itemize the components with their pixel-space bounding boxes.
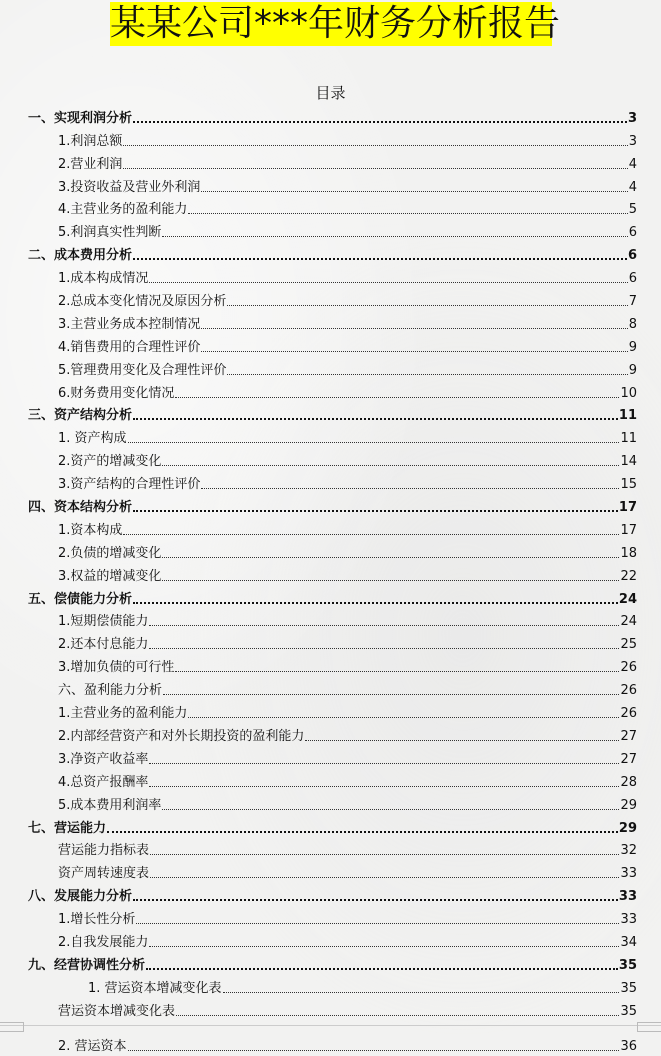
toc-entry[interactable] [0, 1032, 661, 1055]
toc-entry[interactable] [0, 196, 661, 219]
toc-entry-label: 1.主营业务的盈利能力 [58, 706, 188, 722]
toc-entry-label: 营运资本增减变化表 [58, 1003, 176, 1019]
toc-leader-dots [128, 442, 620, 443]
toc-heading: 目录 [315, 84, 346, 102]
toc-page-number: 28 [620, 774, 637, 790]
toc-page-number: 24 [618, 591, 637, 607]
toc-page-number: 29 [620, 797, 637, 813]
toc-entry[interactable] [0, 218, 661, 241]
toc-entry[interactable] [0, 837, 661, 860]
toc-leader-dots [188, 717, 619, 718]
toc-page-number: 7 [628, 294, 637, 310]
toc-page-number: 4 [628, 179, 637, 195]
toc-entry[interactable] [0, 608, 661, 631]
toc-entry[interactable] [0, 974, 661, 997]
toc-page-number: 27 [620, 751, 637, 767]
toc-entry-label: 1.利润总额 [58, 133, 123, 149]
toc-leader-dots [150, 877, 619, 878]
table-of-contents [0, 104, 661, 1055]
toc-entry[interactable] [0, 516, 661, 539]
toc-entry-label: 2.内部经营资产和对外长期投资的盈利能力 [58, 728, 305, 744]
toc-entry-label: 3.净资产收益率 [58, 751, 149, 767]
toc-entry[interactable] [0, 905, 661, 928]
toc-entry-label: 八、发展能力分析 [28, 889, 133, 905]
toc-page-number: 27 [620, 728, 637, 744]
toc-page-number: 14 [620, 454, 637, 470]
toc-entry-label: 1.短期偿债能力 [58, 614, 149, 630]
toc-entry[interactable] [0, 745, 661, 768]
toc-entry[interactable] [0, 699, 661, 722]
toc-entry-label: 1. 资产构成 [58, 431, 127, 447]
toc-page-number: 35 [618, 957, 637, 973]
toc-entry[interactable] [0, 791, 661, 814]
toc-entry[interactable] [0, 356, 661, 379]
toc-leader-dots [188, 213, 627, 214]
toc-leader-dots [162, 557, 619, 558]
toc-entry-label: 3.资产结构的合理性评价 [58, 477, 201, 493]
toc-entry[interactable] [0, 241, 661, 264]
toc-page-number: 35 [620, 1003, 637, 1019]
toc-entry-label: 七、营运能力 [28, 820, 107, 836]
toc-entry[interactable] [0, 814, 661, 837]
toc-entry[interactable] [0, 539, 661, 562]
document-title: 某某公司***年财务分析报告 [110, 3, 561, 44]
toc-entry[interactable] [0, 676, 661, 699]
toc-entry-label: 九、经营协调性分析 [28, 957, 146, 973]
toc-entry[interactable] [0, 150, 661, 173]
toc-entry[interactable] [0, 653, 661, 676]
toc-leader-dots [133, 602, 618, 604]
toc-page-number: 32 [620, 843, 637, 859]
toc-entry[interactable] [0, 424, 661, 447]
toc-page-number: 9 [628, 362, 637, 378]
toc-entry[interactable] [0, 447, 661, 470]
toc-page-number: 24 [620, 614, 637, 630]
toc-page-number: 15 [620, 477, 637, 493]
toc-leader-dots [201, 328, 627, 329]
toc-page-number: 35 [620, 980, 637, 996]
toc-entry-label: 2.自我发展能力 [58, 934, 149, 950]
toc-page-number: 6 [627, 248, 637, 264]
toc-page-number: 25 [620, 637, 637, 653]
toc-leader-dots [133, 418, 618, 420]
toc-leader-dots [133, 121, 627, 123]
toc-entry[interactable] [0, 951, 661, 974]
toc-entry[interactable] [0, 470, 661, 493]
toc-entry-label: 六、盈利能力分析 [58, 683, 163, 699]
toc-leader-dots [149, 282, 627, 283]
toc-entry-label: 6.财务费用变化情况 [58, 385, 175, 401]
toc-entry-label: 1. 营运资本增减变化表 [88, 980, 222, 996]
toc-entry-label: 1.成本构成情况 [58, 271, 149, 287]
toc-entry-label: 五、偿债能力分析 [28, 591, 133, 607]
toc-page-number: 26 [620, 683, 637, 699]
toc-leader-dots [227, 305, 627, 306]
toc-entry-label: 2.还本付息能力 [58, 637, 149, 653]
toc-leader-dots [149, 625, 619, 626]
toc-page-number: 33 [618, 889, 637, 905]
toc-leader-dots [136, 923, 619, 924]
toc-page-number: 34 [620, 934, 637, 950]
toc-page-number: 22 [620, 568, 637, 584]
toc-leader-dots [107, 831, 618, 833]
toc-entry-label: 一、实现利润分析 [28, 110, 133, 126]
toc-page-number: 29 [618, 820, 637, 836]
toc-entry[interactable] [0, 859, 661, 882]
toc-page-number: 8 [628, 316, 637, 332]
toc-leader-dots [149, 648, 619, 649]
toc-page-number: 4 [628, 156, 637, 172]
toc-page-number: 11 [620, 431, 637, 447]
toc-entry-label: 三、资产结构分析 [28, 408, 133, 424]
toc-leader-dots [149, 786, 619, 787]
toc-entry-label: 2.总成本变化情况及原因分析 [58, 294, 227, 310]
toc-leader-dots [162, 236, 627, 237]
toc-page-number: 9 [628, 339, 637, 355]
toc-entry-label: 资产周转速度表 [58, 866, 150, 882]
toc-entry-label: 四、资本结构分析 [28, 500, 133, 516]
toc-leader-dots [133, 899, 618, 901]
toc-entry[interactable] [0, 402, 661, 425]
toc-leader-dots [201, 488, 619, 489]
toc-leader-dots [162, 580, 619, 581]
toc-entry[interactable] [0, 104, 661, 127]
toc-leader-dots [201, 191, 627, 192]
toc-entry[interactable] [0, 173, 661, 196]
toc-entry-label: 4.主营业务的盈利能力 [58, 202, 188, 218]
toc-entry-label: 5.利润真实性判断 [58, 225, 162, 241]
toc-leader-dots [123, 145, 627, 146]
toc-entry[interactable] [0, 928, 661, 951]
toc-page-number: 6 [628, 225, 637, 241]
toc-page-number: 26 [620, 706, 637, 722]
toc-page-number: 3 [627, 110, 637, 126]
toc-entry-label: 5.管理费用变化及合理性评价 [58, 362, 227, 378]
toc-leader-dots [175, 671, 619, 672]
toc-entry-label: 4.销售费用的合理性评价 [58, 339, 201, 355]
toc-entry[interactable] [0, 585, 661, 608]
toc-page-number: 17 [618, 500, 637, 516]
toc-page-number: 6 [628, 271, 637, 287]
toc-leader-dots [201, 351, 627, 352]
toc-entry[interactable] [0, 287, 661, 310]
toc-leader-dots [163, 694, 619, 695]
toc-leader-dots [128, 1050, 620, 1051]
toc-entry[interactable] [0, 630, 661, 653]
toc-entry[interactable] [0, 310, 661, 333]
toc-entry-label: 3.增加负债的可行性 [58, 660, 175, 676]
toc-entry-label: 2.营业利润 [58, 156, 123, 172]
toc-entry[interactable] [0, 333, 661, 356]
toc-leader-dots [162, 809, 619, 810]
toc-page-number: 33 [620, 866, 637, 882]
toc-page-number: 5 [628, 202, 637, 218]
toc-entry[interactable] [0, 127, 661, 150]
toc-entry-label: 营运能力指标表 [58, 843, 150, 859]
toc-leader-dots [150, 854, 619, 855]
toc-page-number: 36 [620, 1038, 637, 1054]
toc-leader-dots [227, 374, 627, 375]
toc-entry-label: 2.资产的增减变化 [58, 454, 162, 470]
toc-entry-label: 1.资本构成 [58, 522, 123, 538]
toc-leader-dots [305, 740, 619, 741]
toc-entry-label: 3.主营业务成本控制情况 [58, 316, 201, 332]
toc-page-number: 10 [620, 385, 637, 401]
toc-leader-dots [146, 968, 618, 970]
toc-entry[interactable] [0, 722, 661, 745]
toc-entry[interactable] [0, 264, 661, 287]
toc-entry[interactable] [0, 997, 661, 1020]
toc-entry-label: 2. 营运资本 [58, 1038, 127, 1054]
toc-entry-label: 1.增长性分析 [58, 912, 136, 928]
toc-leader-dots [176, 1015, 619, 1016]
toc-entry[interactable] [0, 562, 661, 585]
toc-page-number: 18 [620, 545, 637, 561]
toc-page-number: 33 [620, 912, 637, 928]
toc-page-number: 11 [618, 408, 637, 424]
toc-entry-label: 5.成本费用利润率 [58, 797, 162, 813]
toc-leader-dots [123, 534, 619, 535]
toc-entry-label: 二、成本费用分析 [28, 248, 133, 264]
toc-entry[interactable] [0, 379, 661, 402]
toc-entry-label: 2.负债的增减变化 [58, 545, 162, 561]
toc-leader-dots [123, 168, 627, 169]
toc-page-number: 3 [628, 133, 637, 149]
toc-page-number: 17 [620, 522, 637, 538]
toc-leader-dots [133, 258, 627, 260]
toc-entry[interactable] [0, 493, 661, 516]
toc-leader-dots [223, 992, 620, 993]
toc-entry[interactable] [0, 882, 661, 905]
toc-leader-dots [133, 510, 618, 512]
toc-leader-dots [162, 465, 619, 466]
toc-leader-dots [149, 946, 619, 947]
toc-entry-label: 3.权益的增减变化 [58, 568, 162, 584]
toc-leader-dots [149, 763, 619, 764]
toc-entry[interactable] [0, 768, 661, 791]
toc-entry-label: 4.总资产报酬率 [58, 774, 149, 790]
toc-page-number: 26 [620, 660, 637, 676]
toc-entry-label: 3.投资收益及营业外利润 [58, 179, 201, 195]
toc-leader-dots [175, 397, 619, 398]
